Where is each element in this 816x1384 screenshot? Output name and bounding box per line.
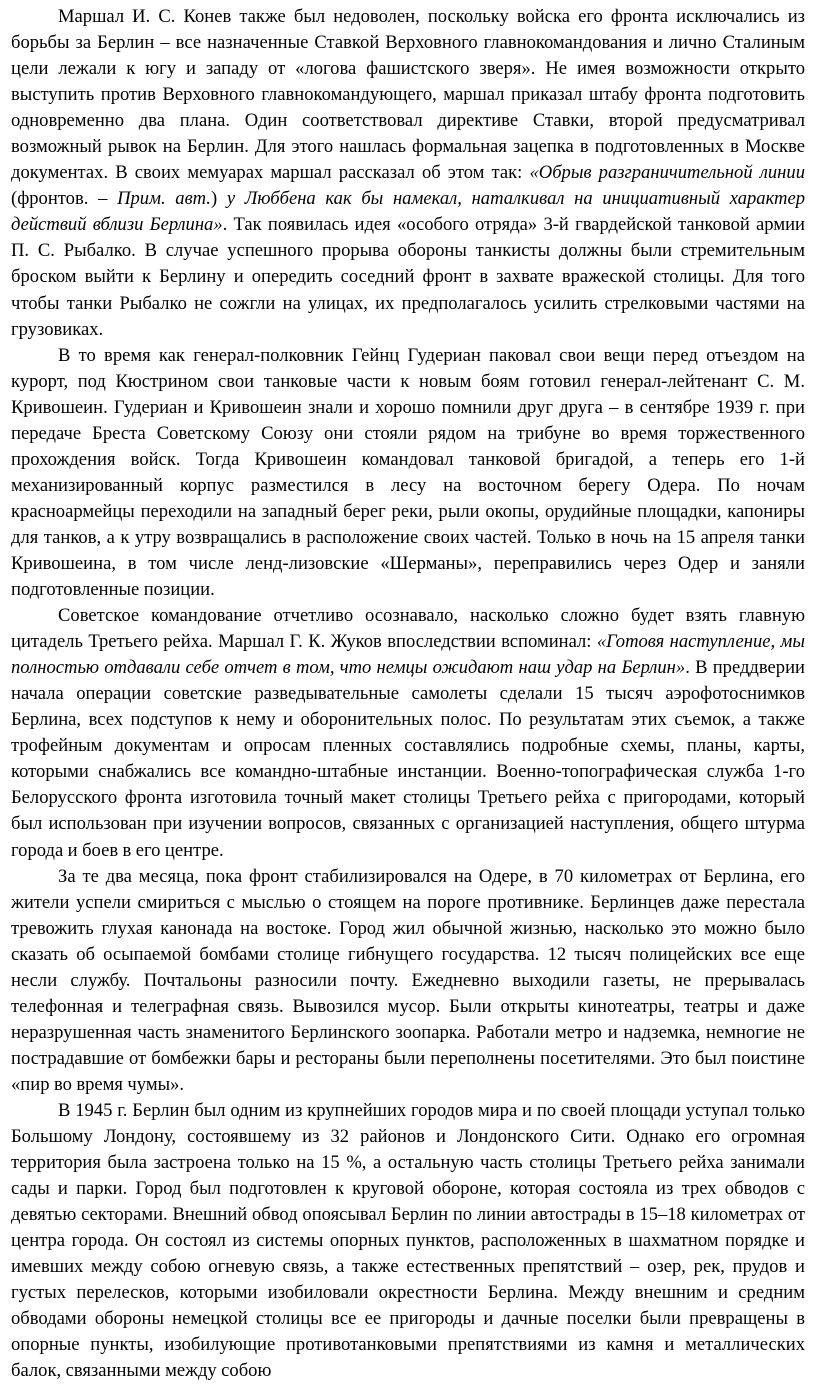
- paragraph: [11, 864, 805, 1098]
- paragraph-text: Маршал И. С. Конев также был недоволен, поскольку войска его фронта исключались из борьбы за Берлин – все назначенные Ставкой Верховного главнокомандования и лично Сталиным цели лежали к югу и западу от «логова фашистского зверя». Не имея возможности открыто выступить против Верховного главнокомандующего, маршал приказал штабу фронта подготовить одновременно два плана. Один соответствовал директиве Ставки, второй предусматривал возможный рывок на Берлин. Для этого нашлась формальная зацепка в подготовленных в Москве документах. В своих мемуарах маршал рассказал об этом так:: [11, 6, 805, 184]
- paragraph-text: . В преддверии начала операции советские разведывательные самолеты сделали 15 тысяч аэрофотоснимков Берлина, всех подступов к нему и оборонительных полос. По результатам этих съемок, а также трофейным документам и опросам пленных составлялись подробные схемы, планы, карты, которыми снабжались все командно-штабные инстанции. Военно-топографическая служба 1-го Белорусского фронта изготовила точный макет столицы Третьего рейха с пригородами, который был использован при изучении вопросов, связанных с организацией наступления, общего штурма города и боев в его центре.: [11, 657, 806, 861]
- paragraph-text: (фронтов. –: [11, 188, 118, 210]
- paragraph: [11, 4, 805, 343]
- paragraph-text: . Так появилась идея «особого отряда» 3-й гвардейской танковой армии П. С. Рыбалко. В случае успешного прорыва обороны танкисты должны были стремительным броском выйти к Берлину и опередить соседний фронт в захвате вражеской столицы. Для того чтобы танки Рыбалко не сожгли на улицах, их предполагалось усилить стрелковыми частями на грузовиках.: [11, 214, 805, 340]
- italic-quote: «Готовя наступление, мы полностью отдавали себе отчет в том, что немцы ожидают наш удар на Берлин»: [11, 631, 805, 679]
- italic-quote: «Обрыв разграничительной линии: [529, 162, 805, 184]
- paragraph: [11, 343, 805, 603]
- paragraph-text: В то время как генерал-полковник Гейнц Гудериан паковал свои вещи перед отъездом на курорт, под Кюстрином свои танковые части к новым боям готовил генерал-лейтенант С. М. Кривошеин. Гудериан и Кривошеин знали и хорошо помнили друг друга – в сентябре 1939 г. при передаче Бреста Советскому Союзу они стояли рядом на трибуне во время торжественного прохождения войск. Тогда Кривошеин командовал танковой бригадой, а теперь его 1-й механизированный корпус разместился в лесу на восточном берегу Одера. По ночам красноармейцы переходили на западный берег реки, рыли окопы, орудийные площадки, капониры для танков, а к утру возвращались в расположение своих частей. Только в ночь на 15 апреля танки Кривошеина, в том числе ленд-лизовские «Шерманы», переправились через Одер и заняли подготовленные позиции.: [11, 344, 805, 601]
- paragraph: [11, 1098, 805, 1384]
- paragraph: [11, 603, 805, 863]
- paragraph-text: Советское командование отчетливо осознавало, насколько сложно будет взять главную цитадель Третьего рейха. Маршал Г. К. Жуков впоследствии вспоминал:: [11, 605, 805, 653]
- paragraph-text: В 1945 г. Берлин был одним из крупнейших городов мира и по своей площади уступал только Большому Лондону, состоявшему из 32 районов и Лондонского Сити. Однако его огромная территория была застроена только на 15 %, а остальную часть столицы Третьего рейха занимали сады и парки. Город был подготовлен к круговой обороне, которая состояла из трех обводов с девятью секторами. Внешний обвод опоясывал Берлин по линии автострады в 15–18 километрах от центра города. Он состоял из системы опорных пунктов, расположенных в шахматном порядке и имевших между собою огневую связь, а также естественных препятствий – озер, рек, прудов и густых перелесков, которыми изобиловали окрестности Берлина. Между внешним и средним обводами обороны немецкой столицы все ее пригороды и дачные поселки были превращены в опорные пункты, изобилующие противотанковыми препятствиями из камня и металлических балок, связанными между собою: [11, 1099, 805, 1382]
- italic-quote: у Люббена как бы намекал, наталкивал на инициативный характер действий вблизи Берлина»: [11, 188, 806, 236]
- paragraph-text: ): [210, 188, 227, 210]
- author-note: Прим. авт.: [117, 188, 211, 210]
- document-page: [11, 4, 805, 1384]
- paragraph-text: За те два месяца, пока фронт стабилизировался на Одере, в 70 километрах от Берлина, его жители успели смириться с мыслью о стоящем на пороге противнике. Берлинцев даже перестала тревожить глухая канонада на востоке. Город жил обычной жизнью, насколько это можно было сказать об осыпаемой бомбами столице гибнущего государства. 12 тысяч полицейских все еще несли службу. Почтальоны разносили почту. Ежедневно выходили газеты, не прерывалась телефонная и телеграфная связь. Вывозился мусор. Были открыты кинотеатры, театры и даже неразрушенная часть знаменитого Берлинского зоопарка. Работали метро и надземка, немногие не пострадавшие от бомбежки бары и рестораны были переполнены посетителями. Это был поистине «пир во время чумы».: [11, 865, 805, 1095]
